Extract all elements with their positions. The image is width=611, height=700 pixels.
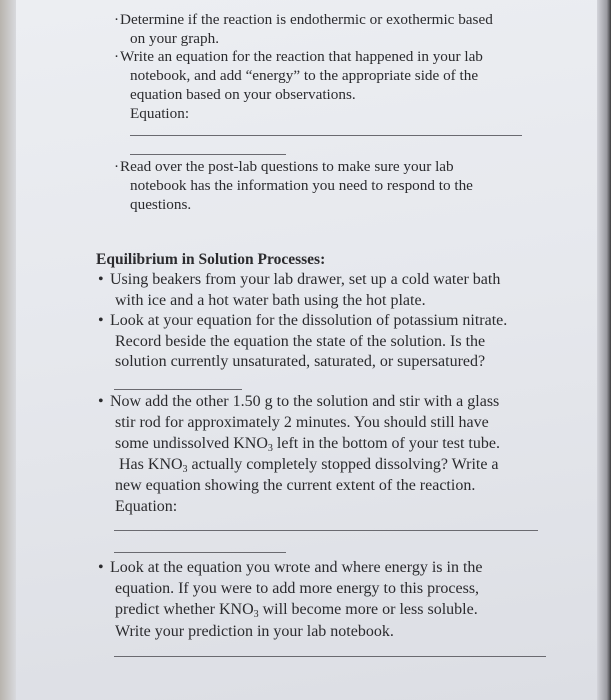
text-segment: some undissolved KNO bbox=[115, 435, 268, 452]
text-line: stir rod for approximately 2 minutes. You should still have bbox=[115, 414, 489, 431]
text-line: Record beside the equation the state of the solution. Is the bbox=[115, 333, 486, 350]
text-line: questions. bbox=[130, 196, 192, 213]
equation-label: Equation: bbox=[130, 105, 190, 122]
equation-answer-line[interactable] bbox=[130, 135, 522, 136]
text-line: on your graph. bbox=[130, 30, 219, 47]
text-line: Now add the other 1.50 g to the solution and stir with a glass bbox=[110, 393, 500, 410]
bullet-marker: • bbox=[98, 559, 104, 576]
text-line: Write an equation for the reaction that happened in your lab bbox=[120, 48, 483, 65]
text-line: Using beakers from your lab drawer, set up a cold water bath bbox=[110, 271, 501, 288]
section-heading: Equilibrium in Solution Processes: bbox=[96, 251, 326, 268]
text-line-kno3 bbox=[119, 455, 499, 478]
text-segment: predict whether KNO bbox=[115, 601, 254, 618]
prediction-answer-line[interactable] bbox=[114, 656, 546, 657]
text-line-kno3 bbox=[115, 434, 500, 457]
bullet-marker: • bbox=[98, 393, 104, 410]
text-line: Look at the equation you wrote and where energy is in the bbox=[110, 559, 483, 576]
text-line: solution currently unsaturated, saturated, or supersatured? bbox=[115, 353, 486, 370]
state-answer-line[interactable] bbox=[114, 389, 242, 390]
equation-answer-line-2[interactable] bbox=[114, 530, 538, 531]
bullet-marker: • bbox=[98, 271, 104, 288]
equation-answer-line-2-short[interactable] bbox=[114, 552, 286, 553]
text-line: new equation showing the current extent of the reaction. bbox=[115, 477, 476, 494]
page-right-edge bbox=[597, 0, 611, 700]
text-line: equation based on your observations. bbox=[130, 86, 356, 103]
text-line: equation. If you were to add more energy to this process, bbox=[115, 580, 480, 597]
text-line-kno3 bbox=[115, 600, 478, 623]
text-segment: left in the bottom of your test tube. bbox=[272, 435, 500, 452]
text-line: Look at your equation for the dissolution of potassium nitrate. bbox=[110, 312, 508, 329]
subscript: 3 bbox=[182, 464, 188, 475]
text-segment: Has KNO bbox=[119, 456, 183, 473]
page-left-edge bbox=[0, 0, 16, 700]
text-line: Determine if the reaction is endothermic or exothermic based bbox=[120, 11, 493, 28]
text-line: notebook has the information you need to respond to the bbox=[130, 177, 473, 194]
bullet-marker: • bbox=[98, 312, 104, 329]
subscript: 3 bbox=[267, 443, 273, 454]
equation-label: Equation: bbox=[115, 498, 178, 515]
text-line: Read over the post-lab questions to make sure your lab bbox=[120, 158, 454, 175]
subscript: 3 bbox=[253, 609, 259, 620]
text-line: with ice and a hot water bath using the hot plate. bbox=[115, 292, 426, 309]
text-line: notebook, and add “energy” to the appropriate side of the bbox=[130, 67, 479, 84]
text-segment: actually completely stopped dissolving? Write a bbox=[187, 456, 499, 473]
equation-answer-line-short[interactable] bbox=[130, 154, 286, 155]
bullet-marker: · bbox=[114, 158, 120, 175]
bullet-marker: · bbox=[114, 11, 120, 28]
text-segment: will become more or less soluble. bbox=[258, 601, 478, 618]
text-line: Write your prediction in your lab notebook. bbox=[115, 623, 394, 640]
bullet-marker: · bbox=[114, 48, 120, 65]
